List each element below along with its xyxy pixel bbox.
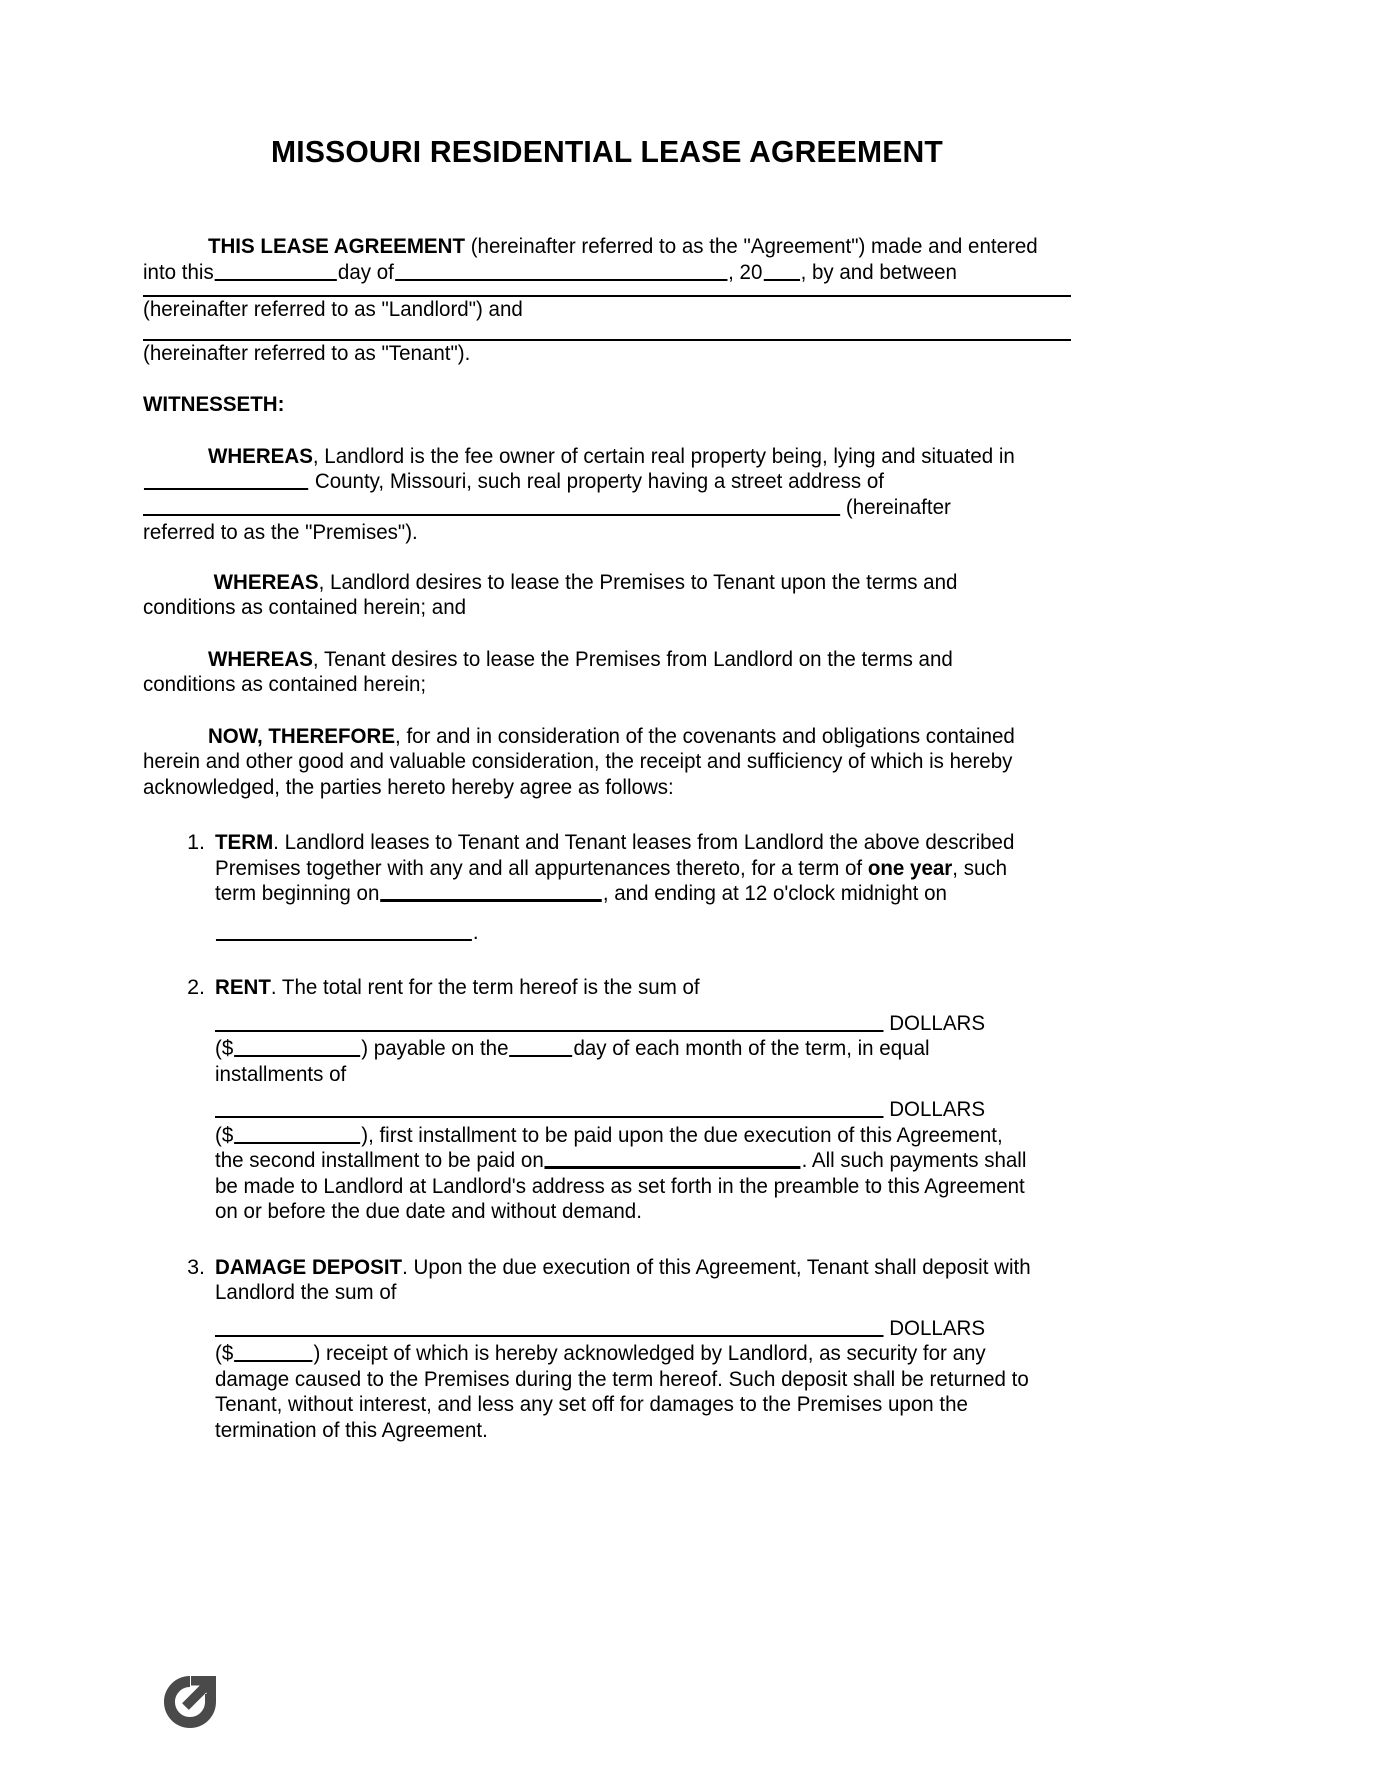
clause-rent-line6: be made to Landlord at Landlord's address as set forth in the preamble to this Agreement bbox=[215, 1173, 1025, 1198]
year-blank[interactable] bbox=[763, 261, 799, 281]
rent-due-day-blank[interactable] bbox=[509, 1037, 572, 1057]
now-therefore-line1: , for and in consideration of the covenants and obligations contained bbox=[395, 723, 1015, 748]
whereas1-line1: , Landlord is the fee owner of certain real property being, lying and situated in bbox=[312, 443, 1015, 468]
clause-rent bbox=[143, 975, 1071, 1225]
now-therefore-bold: NOW, THEREFORE bbox=[207, 723, 396, 748]
whereas-clause-1 bbox=[143, 444, 1071, 546]
whereas1-line4: referred to as the "Premises"). bbox=[143, 520, 418, 544]
clause-rent-number: 2. bbox=[187, 975, 205, 999]
intro-lead-bold: THIS LEASE AGREEMENT bbox=[207, 234, 465, 258]
clause-rent-heading: RENT bbox=[215, 975, 271, 999]
total-rent-words-blank[interactable] bbox=[215, 1013, 884, 1032]
intro-line2-a: into this bbox=[143, 259, 214, 284]
clause-damage-deposit-number: 3. bbox=[187, 1254, 205, 1279]
intro-line2-c: , 20 bbox=[728, 259, 763, 284]
clause-rent-line2-c: day of each month of the term, in equal bbox=[573, 1036, 930, 1060]
second-installment-date-blank[interactable] bbox=[545, 1148, 801, 1169]
clause-damage-deposit-line1: . Upon the due execution of this Agreement, Tenant shall deposit with bbox=[402, 1254, 1031, 1279]
term-end-date-blank[interactable] bbox=[216, 921, 472, 941]
tenant-caption: (hereinafter referred to as "Tenant"). bbox=[143, 340, 471, 365]
clause-term-line2-bold: one year bbox=[867, 855, 953, 880]
clause-term-line3-a: term beginning on bbox=[215, 881, 380, 905]
clause-term-line4-tail: . bbox=[472, 919, 479, 944]
whereas3-line1: , Tenant desires to lease the Premises from Landlord on the terms and bbox=[312, 646, 953, 671]
clause-damage-deposit-line3-b: ) receipt of which is hereby acknowledged by Landlord, as security for any bbox=[313, 1341, 986, 1365]
eforms-logo[interactable] bbox=[160, 1672, 220, 1732]
whereas3-line2: conditions as contained herein; bbox=[143, 672, 427, 696]
clause-rent-line4-b: ), first installment to be paid upon the due execution of this Agreement, bbox=[361, 1122, 1003, 1147]
clause-rent-line3: installments of bbox=[215, 1061, 347, 1086]
county-blank[interactable] bbox=[144, 470, 308, 490]
clause-rent-line7: on or before the due date and without demand. bbox=[215, 1199, 642, 1223]
clause-rent-line2-a: ($ bbox=[215, 1036, 234, 1060]
clause-damage-deposit-heading: DAMAGE DEPOSIT bbox=[215, 1254, 403, 1279]
intro-line2-b: day of bbox=[337, 259, 394, 284]
clause-rent-line5-a: the second installment to be paid on bbox=[215, 1148, 544, 1172]
witnesseth-heading: WITNESSETH: bbox=[143, 392, 285, 416]
street-address-blank[interactable] bbox=[143, 497, 840, 516]
clause-damage-deposit-dollars: DOLLARS bbox=[889, 1315, 986, 1340]
clause-damage-deposit-line4: damage caused to the Premises during the term hereof. Such deposit shall be returned to bbox=[215, 1366, 1029, 1391]
clause-damage-deposit-line2: Landlord the sum of bbox=[215, 1280, 397, 1304]
clause-term-line2-b: , such bbox=[952, 855, 1008, 880]
clause-term-line1: . Landlord leases to Tenant and Tenant leases from Landlord the above described bbox=[273, 830, 1015, 854]
clause-damage-deposit bbox=[143, 1255, 1071, 1444]
deposit-amount-blank[interactable] bbox=[234, 1342, 312, 1362]
clause-rent-line4-a: ($ bbox=[215, 1122, 234, 1147]
clause-rent-line5-b: . All such payments shall bbox=[801, 1148, 1027, 1172]
intro-line1-rest: (hereinafter referred to as the "Agreement") made and entered bbox=[464, 234, 1038, 258]
clause-damage-deposit-line5: Tenant, without interest, and less any set off for damages to the Premises upon the bbox=[215, 1392, 968, 1416]
whereas2-line1: , Landlord desires to lease the Premises to Tenant upon the terms and bbox=[318, 569, 958, 594]
now-therefore-clause bbox=[143, 724, 1071, 801]
agreement-text bbox=[143, 234, 1071, 1443]
total-rent-amount-blank[interactable] bbox=[234, 1037, 360, 1057]
clause-rent-line2-b: ) payable on the bbox=[361, 1036, 509, 1060]
whereas-clause-2 bbox=[143, 570, 1071, 621]
term-start-date-blank[interactable] bbox=[380, 881, 602, 902]
clause-term-line2-a: Premises together with any and all appurtenances thereto, for a term of bbox=[215, 855, 868, 880]
clause-damage-deposit-line3-a: ($ bbox=[215, 1341, 234, 1365]
whereas1-line3-tail: (hereinafter bbox=[840, 494, 951, 519]
clause-rent-dollars-2: DOLLARS bbox=[889, 1097, 986, 1121]
clause-term bbox=[143, 830, 1071, 945]
whereas-clause-3 bbox=[143, 647, 1071, 698]
whereas1-bold: WHEREAS bbox=[207, 443, 313, 468]
clause-term-number: 1. bbox=[187, 830, 205, 854]
clause-term-heading: TERM bbox=[215, 830, 274, 854]
month-blank[interactable] bbox=[395, 261, 727, 281]
installment-amount-blank[interactable] bbox=[234, 1124, 360, 1144]
installment-words-blank[interactable] bbox=[215, 1099, 884, 1118]
page-title: MISSOURI RESIDENTIAL LEASE AGREEMENT bbox=[271, 134, 943, 169]
document-body bbox=[143, 0, 1071, 1443]
clause-rent-line1: . The total rent for the term hereof is the sum of bbox=[270, 975, 700, 999]
day-blank[interactable] bbox=[215, 261, 337, 281]
whereas2-line2: conditions as contained herein; and bbox=[143, 595, 467, 619]
landlord-caption: (hereinafter referred to as "Landlord") and bbox=[143, 297, 523, 321]
intro-paragraph bbox=[143, 234, 1071, 285]
circular-arrow-icon bbox=[160, 1672, 220, 1732]
intro-line2-d: , by and between bbox=[800, 259, 957, 284]
now-therefore-line3: acknowledged, the parties hereto hereby agree as follows: bbox=[143, 774, 674, 799]
now-therefore-line2: herein and other good and valuable consideration, the receipt and sufficiency of which is hereby bbox=[143, 749, 1013, 773]
clause-damage-deposit-line6: termination of this Agreement. bbox=[215, 1417, 488, 1442]
whereas2-bold: WHEREAS bbox=[213, 569, 319, 594]
deposit-words-blank[interactable] bbox=[215, 1318, 884, 1337]
whereas1-line2: County, Missouri, such real property having a street address of bbox=[309, 469, 884, 493]
whereas3-bold: WHEREAS bbox=[207, 646, 313, 671]
clause-term-line3-b: , and ending at 12 o'clock midnight on bbox=[602, 881, 947, 905]
clause-rent-dollars-1: DOLLARS bbox=[889, 1010, 986, 1035]
